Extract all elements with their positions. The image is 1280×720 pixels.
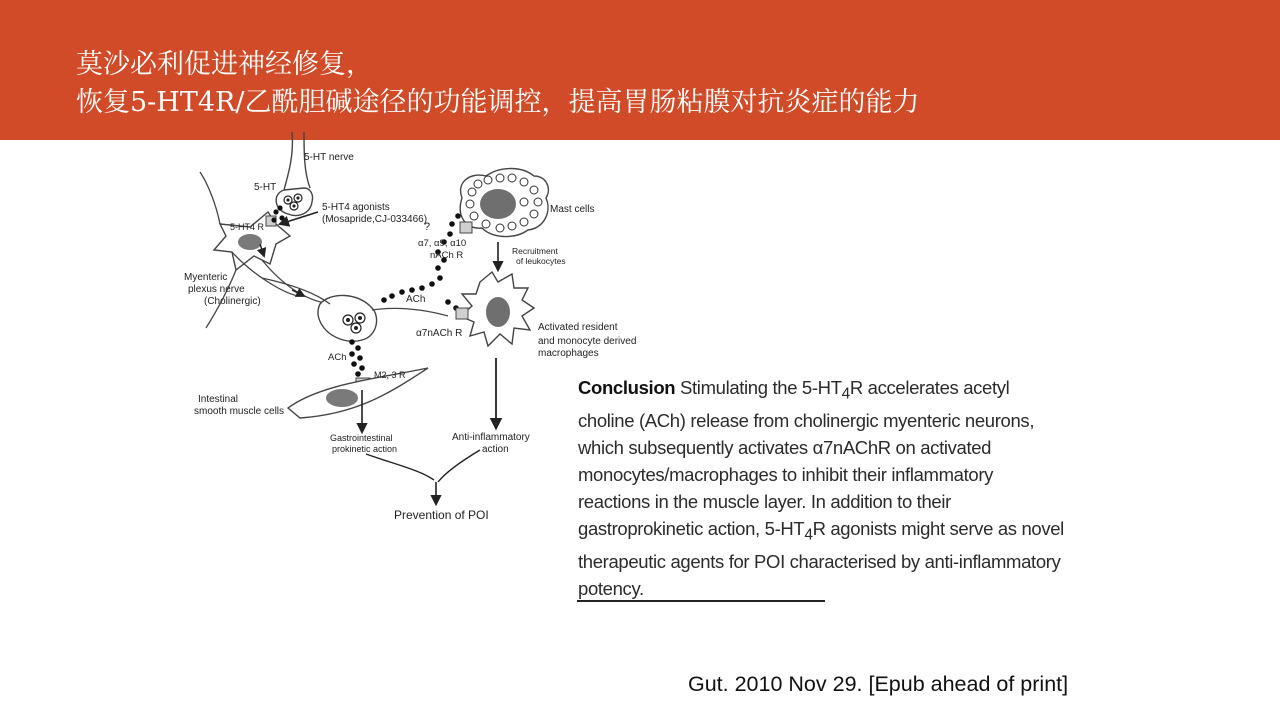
a7-receptor bbox=[456, 308, 468, 319]
label-nachr-1: α7, α9, α10 bbox=[418, 238, 467, 249]
label-ach-upper: ACh bbox=[406, 294, 426, 305]
ach-dots-lower bbox=[349, 339, 365, 377]
slide-title bbox=[76, 46, 1256, 122]
myenteric-neuron-nucleus bbox=[238, 234, 262, 250]
slide-title-line-2: 恢复5-HT4R/乙酰胆碱途径的功能调控，提高胃肠粘膜对抗炎症的能力 bbox=[76, 87, 920, 118]
label-nachr-2: nACh R bbox=[430, 250, 464, 261]
conclusion-subscript-2: 4 bbox=[804, 526, 813, 544]
label-intestinal-1: Intestinal bbox=[198, 394, 239, 405]
title-banner bbox=[0, 0, 1280, 140]
conclusion-text-2: R accelerates acetyl choline (ACh) release from cholinergic myenteric neurons, which subsequently activates α7nAChR on activated monocytes/macrophages to inhibit their inflammatory reactions in the muscle layer. In addition to their gastroprokinetic action, 5-HT bbox=[578, 377, 1035, 539]
label-myenteric-3: (Cholinergic) bbox=[204, 296, 261, 307]
label-agonists-2: (Mosapride,CJ-033466) bbox=[322, 214, 428, 225]
label-a7nachr: α7nACh R bbox=[416, 328, 463, 339]
label-activated-2: and monocyte derived bbox=[538, 336, 637, 347]
label-m2r: M2, 3 R bbox=[374, 370, 406, 380]
mast-cell-nucleus bbox=[480, 189, 516, 219]
label-intestinal-2: smooth muscle cells bbox=[194, 406, 285, 417]
label-prevention: Prevention of POI bbox=[394, 508, 489, 522]
conclusion-text-1: Stimulating the 5-HT bbox=[675, 377, 842, 398]
conclusion-text-3: R agonists might serve as novel therapeutic agents for POI characterised by anti-inflammatory potency. bbox=[578, 517, 1064, 599]
label-gastro-2: prokinetic action bbox=[332, 444, 398, 454]
conclusion-paragraph bbox=[578, 375, 1068, 603]
mast-receptor bbox=[460, 222, 472, 233]
citation: Gut. 2010 Nov 29. [Epub ahead of print] bbox=[688, 672, 1069, 696]
conclusion-subscript-1: 4 bbox=[841, 385, 850, 403]
label-myenteric-1: Myenteric bbox=[184, 272, 228, 283]
smooth-muscle-nucleus bbox=[326, 389, 358, 407]
label-ht4r: 5-HT4 R bbox=[230, 222, 265, 232]
slide-title-line-1: 莫沙必利促进神经修复， bbox=[76, 49, 373, 80]
label-agonists-1: 5-HT4 agonists bbox=[322, 202, 390, 213]
macrophage-nucleus bbox=[486, 297, 510, 327]
label-activated-1: Activated resident bbox=[538, 322, 618, 333]
label-myenteric-2: plexus nerve bbox=[188, 284, 245, 295]
conclusion-lead: Conclusion bbox=[578, 377, 676, 398]
label-question: ? bbox=[424, 221, 431, 233]
label-anti-2: action bbox=[482, 444, 509, 455]
label-ht-nerve: 5-HT nerve bbox=[304, 152, 354, 163]
label-mast-cells: Mast cells bbox=[550, 204, 595, 215]
label-5ht: 5-HT bbox=[254, 182, 277, 193]
convergence-lines bbox=[366, 450, 480, 482]
label-activated-3: macrophages bbox=[538, 348, 599, 359]
label-anti-1: Anti-inflammatory bbox=[452, 432, 530, 443]
label-ach-lower: ACh bbox=[328, 352, 347, 363]
conclusion-divider bbox=[577, 600, 825, 602]
label-gastro-1: Gastrointestinal bbox=[330, 433, 393, 443]
label-recruitment-1: Recruitment bbox=[512, 246, 558, 256]
label-recruitment-2: of leukocytes bbox=[516, 256, 566, 266]
